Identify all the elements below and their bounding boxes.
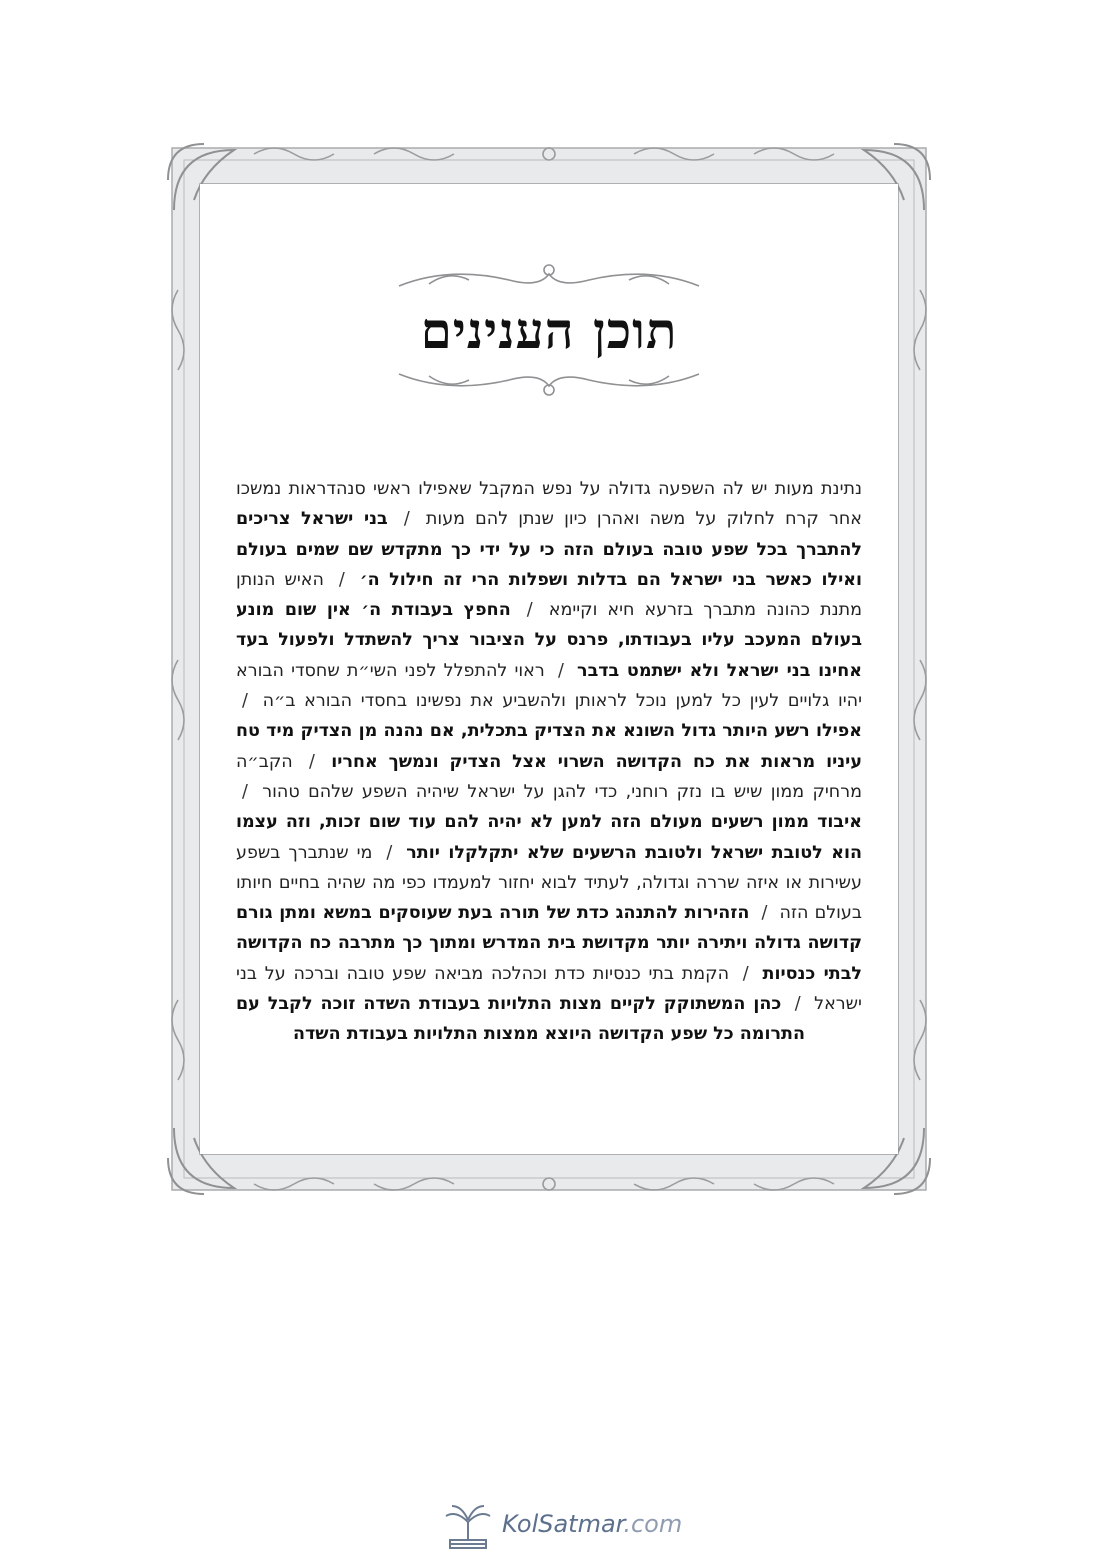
palm-tree-book-icon — [440, 1500, 496, 1550]
entry-separator: / — [761, 903, 768, 924]
content-panel — [200, 184, 898, 1154]
entry-separator: / — [242, 781, 248, 802]
toc-entry: אפילו רשע היותר גדול השונא את הצדיק בתכלית, אם נהנה מן הצדיק מיד טח עיניו מראות את כח הקדושה השרוי אצל הצדיק ונמשך אחריו — [236, 721, 862, 772]
table-of-contents-body — [236, 474, 862, 1050]
title-block — [200, 260, 898, 400]
bottom-flourish-ornament — [389, 366, 709, 400]
toc-entry: ראוי להתפלל לפני השי״ת שחסדי הבורא יהיו גלויים לעין כל למען נוכל לראותן ולהשביע את נפשינו בחסדי הבורא ב״ה — [236, 660, 862, 712]
entry-separator: / — [309, 751, 315, 772]
toc-entry: האיש הנותן מתנת כהונה מתברך בזרעא חיא וקיימא — [236, 569, 862, 621]
footer-logo[interactable] — [440, 1500, 683, 1550]
brand-name — [502, 1510, 682, 1538]
entry-separator: / — [386, 842, 393, 863]
toc-entry: נתינת מעות יש לה השפעה גדולה על נפש המקבל שאפילו ראשי סנהדראות נמשכו אחר קרח לחלוק על משה ואהרן כיון שנתן להם מעות — [236, 479, 862, 530]
entry-separator: / — [403, 509, 410, 530]
toc-entry: בני ישראל צריכים להתברך בכל שפע טובה בעולם הזה כי על ידי כך מתקדש שם שמים בעולם ואילו כאשר בני ישראל הם בדלות ושפלות הרי זה חילול ה׳ — [236, 509, 862, 590]
page-title: תוכן הענינים — [420, 301, 678, 360]
entry-separator: / — [526, 600, 533, 621]
brand-suffix: .com — [623, 1510, 683, 1538]
top-flourish-ornament — [389, 260, 709, 294]
ornate-frame — [164, 140, 934, 1198]
toc-entry: הקב״ה מרחיק ממון שיש בו נזק רוחני, כדי להגן על ישראל שיהיה השפע שלהם טהור — [236, 751, 862, 802]
toc-entry: החפץ בעבודת ה׳ אין שום מונע בעולם המעכב עליו בעבודתו, פרנס על הציבור צריך להשתדל ולפעול בעד אחינו בני ישראל ולא ישתמט בדבר — [236, 600, 862, 681]
toc-entry: מי שנתברך בשפע עשירות או איזה שררה וגדולה, לעתיד לבוא יחזור למעמדו כפי מה שהיה בחיים חיותו בעולם הזה — [236, 842, 862, 924]
toc-entry: כהן המשתוקק לקיים מצות התלויות בעבודת השדה זוכה לקבל עם התרומה כל שפע הקדושה היוצא ממצות התלויות בעבודת השדה — [236, 994, 805, 1045]
entry-separator: / — [742, 963, 749, 984]
brand-main: KolSatmar — [502, 1510, 624, 1538]
entry-separator: / — [242, 691, 248, 712]
toc-entry: הזהירות להתנהג כדת של תורה בעת שעוסקים במשא ומתן גורם קדושה גדולה ויתירה יותר מקדושת בית המדרש ומתוך כך מתרבה כח הקדושה לבתי כנסיות — [236, 903, 862, 984]
entry-separator: / — [794, 994, 801, 1015]
entry-separator: / — [338, 569, 345, 590]
entry-separator: / — [557, 660, 564, 681]
toc-entry: הקמת בתי כנסיות כדת וכהלכה מביאה שפע טובה וברכה על בני ישראל — [236, 963, 862, 1015]
toc-entry: איבוד ממון רשעים מעולם הזה למען לא יהיה להם עוד שום זכות, וזה עצמו הוא לטובת ישראל ולטובת הרשעים שלא יתקלקלו יותר — [236, 812, 862, 863]
